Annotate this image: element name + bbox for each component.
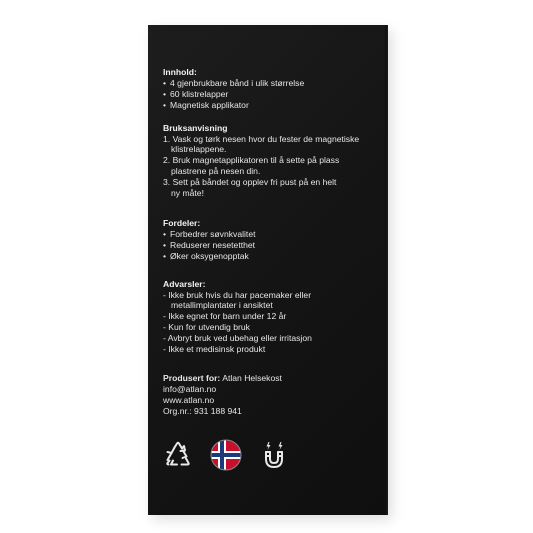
producer-org-number: Org.nr.: 931 188 941 [163,405,242,416]
step-text-continued: plastrene på nesen din. [171,166,261,177]
step-text-continued: ny måte! [171,188,204,199]
step-number: 2. [163,155,171,166]
step-text-continued: klistrelappene. [171,144,227,155]
box-text [163,67,383,417]
producer-company: Atlan Helsekost [222,372,282,383]
contents-section [163,67,383,111]
list-item: • 4 gjenbrukbare bånd i ulik størrelse [163,78,383,89]
list-item: • Reduserer nesetetthet [163,240,383,251]
producer-label: Produsert for: [163,372,221,383]
warnings-heading: Advarsler: [163,278,206,289]
list-item: • Øker oksygenopptak [163,251,383,262]
list-item [163,290,383,312]
list-item: • Magnetisk applikator [163,100,383,111]
magnet-icon [258,439,290,471]
list-item: - Avbryt bruk ved ubehag eller irritasjon [163,333,312,344]
warning-text-continued: metallimplantater i ansiktet [171,300,273,311]
usage-section [163,123,383,199]
benefits-section [163,218,383,262]
usage-step [163,134,383,156]
contents-list [163,78,383,111]
usage-steps [163,134,383,199]
contents-heading: Innhold: [163,67,197,77]
recycle-icon [162,439,194,471]
list-item: - Ikke et medisinsk produkt [163,344,266,355]
usage-heading: Bruksanvisning [163,122,228,133]
warnings-section [163,279,383,355]
step-number: 1. [163,133,171,144]
producer-line [163,373,383,384]
step-text: Vask og tørk nesen hvor du fester de magnetiske [172,133,360,144]
list-item: • 60 klistrelapper [163,89,383,100]
icon-row [162,439,362,475]
step-number: 3. [163,177,171,188]
benefits-heading: Fordeler: [163,217,201,228]
producer-section [163,373,383,417]
warnings-list [163,290,383,355]
usage-step [163,177,383,199]
benefits-list [163,229,383,262]
producer-website: www.atlan.no [163,394,215,405]
usage-step [163,155,383,177]
list-item: - Kun for utvendig bruk [163,322,250,333]
step-text: Bruk magnetapplikatoren til å sette på plass [172,155,340,166]
list-item: • Forbedrer søvnkvalitet [163,229,383,240]
warning-text: - Ikke bruk hvis du har pacemaker eller [163,289,312,300]
producer-email: info@atlan.no [163,383,217,394]
step-text: Sett på båndet og opplev fri pust på en helt [172,177,337,188]
product-box [148,25,388,515]
list-item: - Ikke egnet for barn under 12 år [163,311,287,322]
norway-flag-icon [210,439,242,471]
